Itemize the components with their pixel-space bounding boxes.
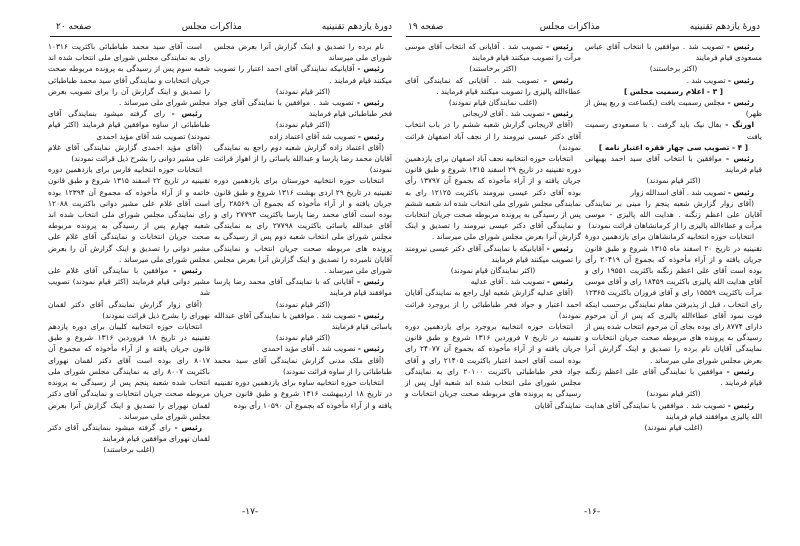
paragraph-text: (آقای زوار گزارش نمایندگی آقای دکتر لقمان نهورای را بشرح ذیل قرائت نمودند) [48,299,210,320]
paragraph-text: رای گرفته میشود بنمایندگی آقای طباطبائی از ساوه موافقین قیام فرمایند (اکثر قیام نمودند) تصویب شد آقای مؤید احمدی [48,109,210,141]
paragraph [405,75,581,97]
paragraph [214,119,392,130]
paragraph [214,299,392,310]
speaker-name: رئیس - [726,42,755,51]
paragraph-text: (آقای مؤید احمدی گزارش نمایندگی آقای غلام علی مشیر دوانی را بشرح ذیل قرائت نمودند) [48,142,210,164]
paragraph-text: انتخابات حوزه انتخابیه فارس برای یازدهمین دوره تقنینیه در تاریخ ۲۲ اسفند ۱۳۱۵ شروع و طبق قانون خاتمه و از آراء مأخوذه که مجموع آن ۱۲۳۹۴ بوده است آقای غلام علی مشیر دوانی باکثریت ۱۲۰۸۸ رای نمایندگی مجلس شورای ملی انتخاب شده اند شعبه چهارم پس از رسیدگی به پرونده مربوطه صحت جریان انتخابات و نمایندگی آقای غلام علی مشیر دوانی را تصدیق و اینک گزارش آن را بعرض مجلس شورای ملی میرساند . [48,165,211,264]
paragraph [48,164,210,265]
paragraph-text: تصویب شد . آقای عدلیه [470,277,547,287]
paragraph-text: انتخابات حوزه انتخابیه ساوه برای یازدهمین دوره تقنینیه در تاریخ ۱۸ اردیبهشت ۱۳۱۶ شروع و طبق قانون جریان یافته و از آراء مأخوذه که بجموع آن ۱۰۵۹۰ رأی بوده [214,378,392,410]
paragraph [405,243,581,265]
paragraph-text: تصویب شد . آقای اسدالله زوار [630,187,728,197]
paragraph-text: آقایانیکه با نمایندگی آقای دکتر عیسی نیرومند را تصویب میکنند قیام فرمایند [405,243,581,264]
speaker-name: رئیس - [727,400,754,410]
speaker-name: رئیس - [727,187,754,197]
paragraph-text: (اکثر قیام نمودند) [275,120,331,130]
speaker-name: رئیس - [546,42,574,51]
speaker-name: رئیس - [546,243,574,253]
speaker-name: رئیس - [726,154,754,164]
paragraph [214,377,392,411]
paragraph [585,41,762,63]
paragraph-text: بفال نیک باید گرفت . با مسعودی رسمیت یافت [585,120,762,141]
paragraph-text: موافقین با نمایندگی آقای علی اعظم زنگنه قیام فرمایند . [585,366,762,388]
paragraph-text: تصویب شد . موافقین با نمایندگی آقای هدایت الله پالیزی موافقند قیام فرمایند [585,400,762,421]
paragraph [214,63,392,85]
paragraph [214,343,392,354]
page-number: صفحه ۱۹ [408,22,444,32]
paragraph-text: موافقین با نمایندگی آقای غلام علی مشیر دوانی قیام فرمایند (اکثر قیام نمودند) تصویب شد [48,266,210,298]
speaker-name: اورنگ - [725,120,754,130]
speaker-name: رئیس - [357,277,384,287]
page-footer: -۱۶- [584,507,601,517]
paragraph-text: (آقای ملک مدنی گزارش نمایندگی آقای سید محمد طباطبائی را از ساوه قرائت نمودند) [214,355,392,376]
paragraph-text: تصویب شد . [686,75,728,85]
paragraph [405,321,581,411]
paragraph-text: تصویب شد . آقایانی که انتخاب آقای موسی مرآت را تصویب میکنند قیام فرمایند [405,42,581,63]
speaker-name: رئیس - [171,109,202,119]
paragraph-text: (اکثر قیام نمودند) [275,333,331,343]
section-heading [585,86,762,97]
paragraph [214,97,392,119]
paragraph [405,63,581,74]
paragraph-text: آقایانیکه نمایندگی آقای احمد اعتبار را تصویب میکنند قیام فرمایند . [214,64,392,85]
paragraph-text: (اکثر قیام نمودند) [275,299,331,309]
session-label: دورهٔ یازدهم تقنینیه [689,22,760,32]
paragraph [585,366,762,388]
paragraph [585,187,762,198]
paragraph [405,119,581,153]
header-title: مذاکرات مجلس [181,22,242,32]
paragraph-text: انتخابات حوزه انتخابیه بروجرد برای یازدهمین دوره تقنینیه در تاریخ ۷ فروردین ۱۳۱۶ شروع و طبق قانون جریان یافته و از آراء مأخوذه که بجموع آن ۲۴۰۷۷ رای بوده است آقای احمد اعتبار باکثریت ۲۱۴۰۵ رای و آقای جواد فخر طباطبائی باکثریت ۲۰۱۰۰ رای به نمایندگی مجلس شورای ملی انتخاب شده اند شعبه اول پس از رسیدگی به پرونده های مربوطه صحت جریان انتخابات و نمایندگی آقایان [405,322,581,410]
speaker-name: رئیس - [546,109,573,119]
speaker-name: رئیس - [356,98,384,108]
paragraph [405,287,581,321]
paragraph-text: انتخابات حوزه انتخابیه کرمانشاهان برای یازدهمین دورهٔ تقنینیه در تاریخ ۲۰ اسفند ماه ۱۳۱۵ شروع و طبق قانون جریان یافته و از آراء مأخوذه که بجموع آن ۲۰۴۱۹ رأی بوده است آقای علی اعظم زنگنه باکثریت ۱۹۵۵۱ رای و آقای هدایت الله پالیزی باکثریت ۱۸۴۵۹ رای و آقای موسی مرآت باکثریت ۱۵۵۵۹ رای و آقای فروزان باکثریت ۱۲۳۶۵ رای انتخاب ، قبل از پذیرفتن مقام نمایندگی برحسب اینکه فوت نمود آقای عطاءالله پالیزی که پس از آن مرحوم دارای ۸۷۷۴ رای بوده بجای آن مرحوم انتخاب شده پس از رسیدگی به پرونده های مربوطه صحت جریان انتخابات و نمایندگی آقایان نام برده را تصدیق و اینک گزارش آنرا بعرض مجلس شورای ملی میرساند . [585,232,762,365]
paragraph-text: تصویب شد . موافقین با انتخاب آقای عباس مسعودی قیام فرمایند [585,42,762,63]
paragraph [214,142,392,176]
paragraph-text: (آقای اعتماد زاده گزارش شعبه دوم راجع به نمایندگی آقایان محمد رضا پارسا و عبدالله یاسائی را از اهواز قرائت نمودند) [214,142,392,175]
paragraph-text: آقایانی که با نمایندگی آقای محمد رضا پارسا موافقند قیام فرمایند [214,277,392,298]
speaker-name: رئیس - [357,310,384,320]
paragraph [585,75,762,86]
paragraph [405,97,581,108]
paragraph [585,63,762,74]
page-header [50,22,392,37]
paragraph-text: [ ۳ - اعلام رسمیت مجلس ] [623,86,724,96]
paragraph-text: مجلس رسمیت یافت (یکساعت و ربع پیش از ظهر) [585,98,762,119]
paragraph [585,388,762,399]
paragraph-text: تصویب شد آقای اعتماد زاده [269,131,358,141]
paragraph-text: انتخابات حوزه انتخابیه نجف آباد اصفهان برای یازدهمین دوره تقنینیه در تاریخ ۲۹ اسفند ۱۳۱۵ شروع و طبق قانون جریان یافته و از آراء مأخوذه که بجموع آن ۱۳۷۹۷ رأی بوده آقای دکتر عیسی نیرومند باکثریت ۱۲۱۲۵ رای به نمایندگی مجلس شورای ملی انتخاب شده اند شعبه ششم پس از رسیدگی به پرونده مربوطه صحت جریان انتخابات و نمایندگی آقای دکتر عیسی نیرومند را تصدیق و اینک گزارش آنرا بعرض مجلس شورای ملی میرساند . [405,154,581,242]
paragraph-text: رای گرفته میشود بنمایندگی آقای دکتر لقمان نهورای موافقین قیام فرمایند [48,422,210,444]
column-right [214,41,392,411]
header-title: مذاکرات مجلس [539,22,600,32]
paragraph [48,422,210,444]
paragraph [585,153,762,175]
right-page [400,0,800,546]
paragraph [48,321,210,422]
paragraph-text: (اغلب برخاستند) [103,445,155,455]
column-left [405,41,581,411]
speaker-name: رئیس - [543,75,573,85]
speaker-name: رئیس - [357,344,384,354]
page-footer: -۱۷- [242,507,259,517]
paragraph [585,231,762,365]
paragraph [48,108,210,142]
paragraph [585,400,762,422]
paragraph [585,422,762,433]
paragraph [214,355,392,377]
paragraph-text: نام برده را تصدیق و اینک گزارش آنرا بعرض مجلس شورای ملی میرساند [214,42,392,63]
paragraph [214,131,392,142]
speaker-name: رئیس - [546,277,573,287]
session-label: دورهٔ یازدهم تقنینیه [321,22,392,32]
paragraph-text: تصویب شد . موافقین با نمایندگی آقای جواد فخر طباطبائی قیام فرمایند [214,98,392,119]
paragraph [214,276,392,298]
paragraph [214,332,392,343]
paragraph-text: تصویب شد . آقای مؤید احمدی [261,344,358,354]
page-number: صفحه ۲۰ [56,22,92,32]
paragraph-text: (آقای عدلیه گزارش شعبه اول راجع به نمایندگی آقایان احمد اعتبار و جواد فخر طباطبائی را از بروجرد قرائت نمودند) [405,288,581,320]
paragraph-text: (اکثر نمایندگان قیام نمودند) [450,266,536,276]
paragraph-text: موافقین با انتخاب آقای سید احمد بهبهانی قیام فرمایند [585,154,762,175]
speaker-name: رئیس - [357,131,384,141]
speaker-name: رئیس - [174,422,202,432]
section-heading [585,142,762,153]
paragraph-text: تصویب شد . آقایانی که نمایندگی آقای عطاءالله پالیزی را تصویب میکنند قیام فرمایند . [405,75,581,96]
paragraph-text: [ ۴ - تصویب سی چهار فقره اعتبار نامه ] [598,142,749,152]
paragraph [48,299,210,321]
speaker-name: رئیس - [727,98,754,108]
paragraph [585,198,762,232]
paragraph [214,310,392,332]
paragraph [48,142,210,164]
paragraph [214,41,392,63]
paragraph [585,175,762,186]
paragraph-text: (اکثر قیام نمودند) [646,176,701,186]
paragraph-text: (اکثر قیام نمودند) [275,86,331,96]
page-header [406,22,760,37]
speaker-name: رئیس - [726,366,754,376]
column-left [48,41,210,456]
paragraph [48,444,210,455]
paragraph-text: است آقای سید محمد طباطبائی باکثریت ۱۰۳۱۶ رای به نمایندگی مجلس شورای ملی انتخاب شده اند شعبه سوم پس از رسیدگی به پرونده مربوطه صحت جریان انتخابات و نمایندگی آقای سید محمد طباطبائی را تصدیق و اینک گزارش آن را برای تصویب بعرض مجلس شورای ملی میرساند . [48,42,210,108]
paragraph [405,265,581,276]
paragraph [405,276,581,287]
paragraph [405,108,581,119]
paragraph-text: انتخابات حوزه انتخابیه کلیبان برای دوره یازدهم تقنینیه در تاریخ ۱۸ فروردین ۱۳۱۶ شروع و طبق قانون جریان یافته و از آراء مأخوذه که مجموع آن ۸۰۱۷ رای بوده است آقای دکتر لقمان نهورای باکثریت ۸۰۰۷ رای به نمایندگی مجلس شورای ملی انتخاب شده شعبه پنجم پس از رسیدگی به پرونده مربوطه صحت جریان انتخابات و نمایندگی آقای دکتر لقمان نهورای را تصدیق و اینک گزارش آنرا بعرض مجلس شورای ملی میرساند . [48,322,210,421]
paragraph [585,97,762,119]
paragraph-text: انتخابات حوزه انتخابیه خوزستان برای یازدهمین دوره تقنینیه در تاریخ ۲۹ اردی بهشت ۱۳۱۶ شروع و طبق قانون جریان یافته و از آراء مأخوذه که بجموع آن ۲۸۵۶۹ رأی بوده است آقای محمد رضا پارسا باکثریت ۲۷۷۹۳ رای و آقای عبدالله یاسائی باکثریت ۲۷۷۹۸ رای به نمایندگی مجلس شورای ملی انتخاب شعبه دوم پس از رسیدگی به پرونده های مربوطه صحت جریان انتخاب و نمایندگی آقایان نامبرده را تصدیق و اینک گزارش آنرا بعرض مجلس شورای ملی میرساند . [214,176,393,276]
paragraph [405,41,581,63]
paragraph [585,119,762,141]
paragraph-text: تصویب شد . آقای لاریجانی [462,109,547,119]
paragraph [405,153,581,243]
paragraph-text: تصویب شد . موافقین با نمایندگی آقای عبدالله یاسائی قیام فرمایند [214,310,392,332]
paragraph-text: (اکثر برخاستند) [469,64,517,74]
paragraph [214,86,392,97]
paragraph-text: (آقای لاریجانی گزارش شعبه ششم را در باب انتخاب آقای دکتر عیسی نیرومند را از نجف آباد اصفهان قرائت نمودند) [405,120,581,152]
speaker-name: رئیس - [173,266,202,276]
paragraph-text: (اکثر برخاستند) [649,64,698,74]
paragraph-text: (اغلب نمایندگان قیام نمودند) [448,98,538,108]
paragraph-text: (اکثر قیام نمودند) [646,389,701,399]
column-right [585,41,762,433]
paragraph [48,41,210,108]
speaker-name: رئیس - [727,75,754,85]
speaker-name: رئیس - [357,64,384,74]
paragraph-text: (آقای زوار گزارش شعبه پنجم را مبنی بر نمایندگی آقایان علی اعظم زنگنه . هدایت الله پالیزی - موسی مرآت و عطاءالله پالیزی را از کرمانشاهان قرائت نمودند) [585,198,762,231]
paragraph-text: (اغلب قیام نمودند) [644,422,703,432]
paragraph [214,175,392,276]
paragraph [48,265,210,299]
